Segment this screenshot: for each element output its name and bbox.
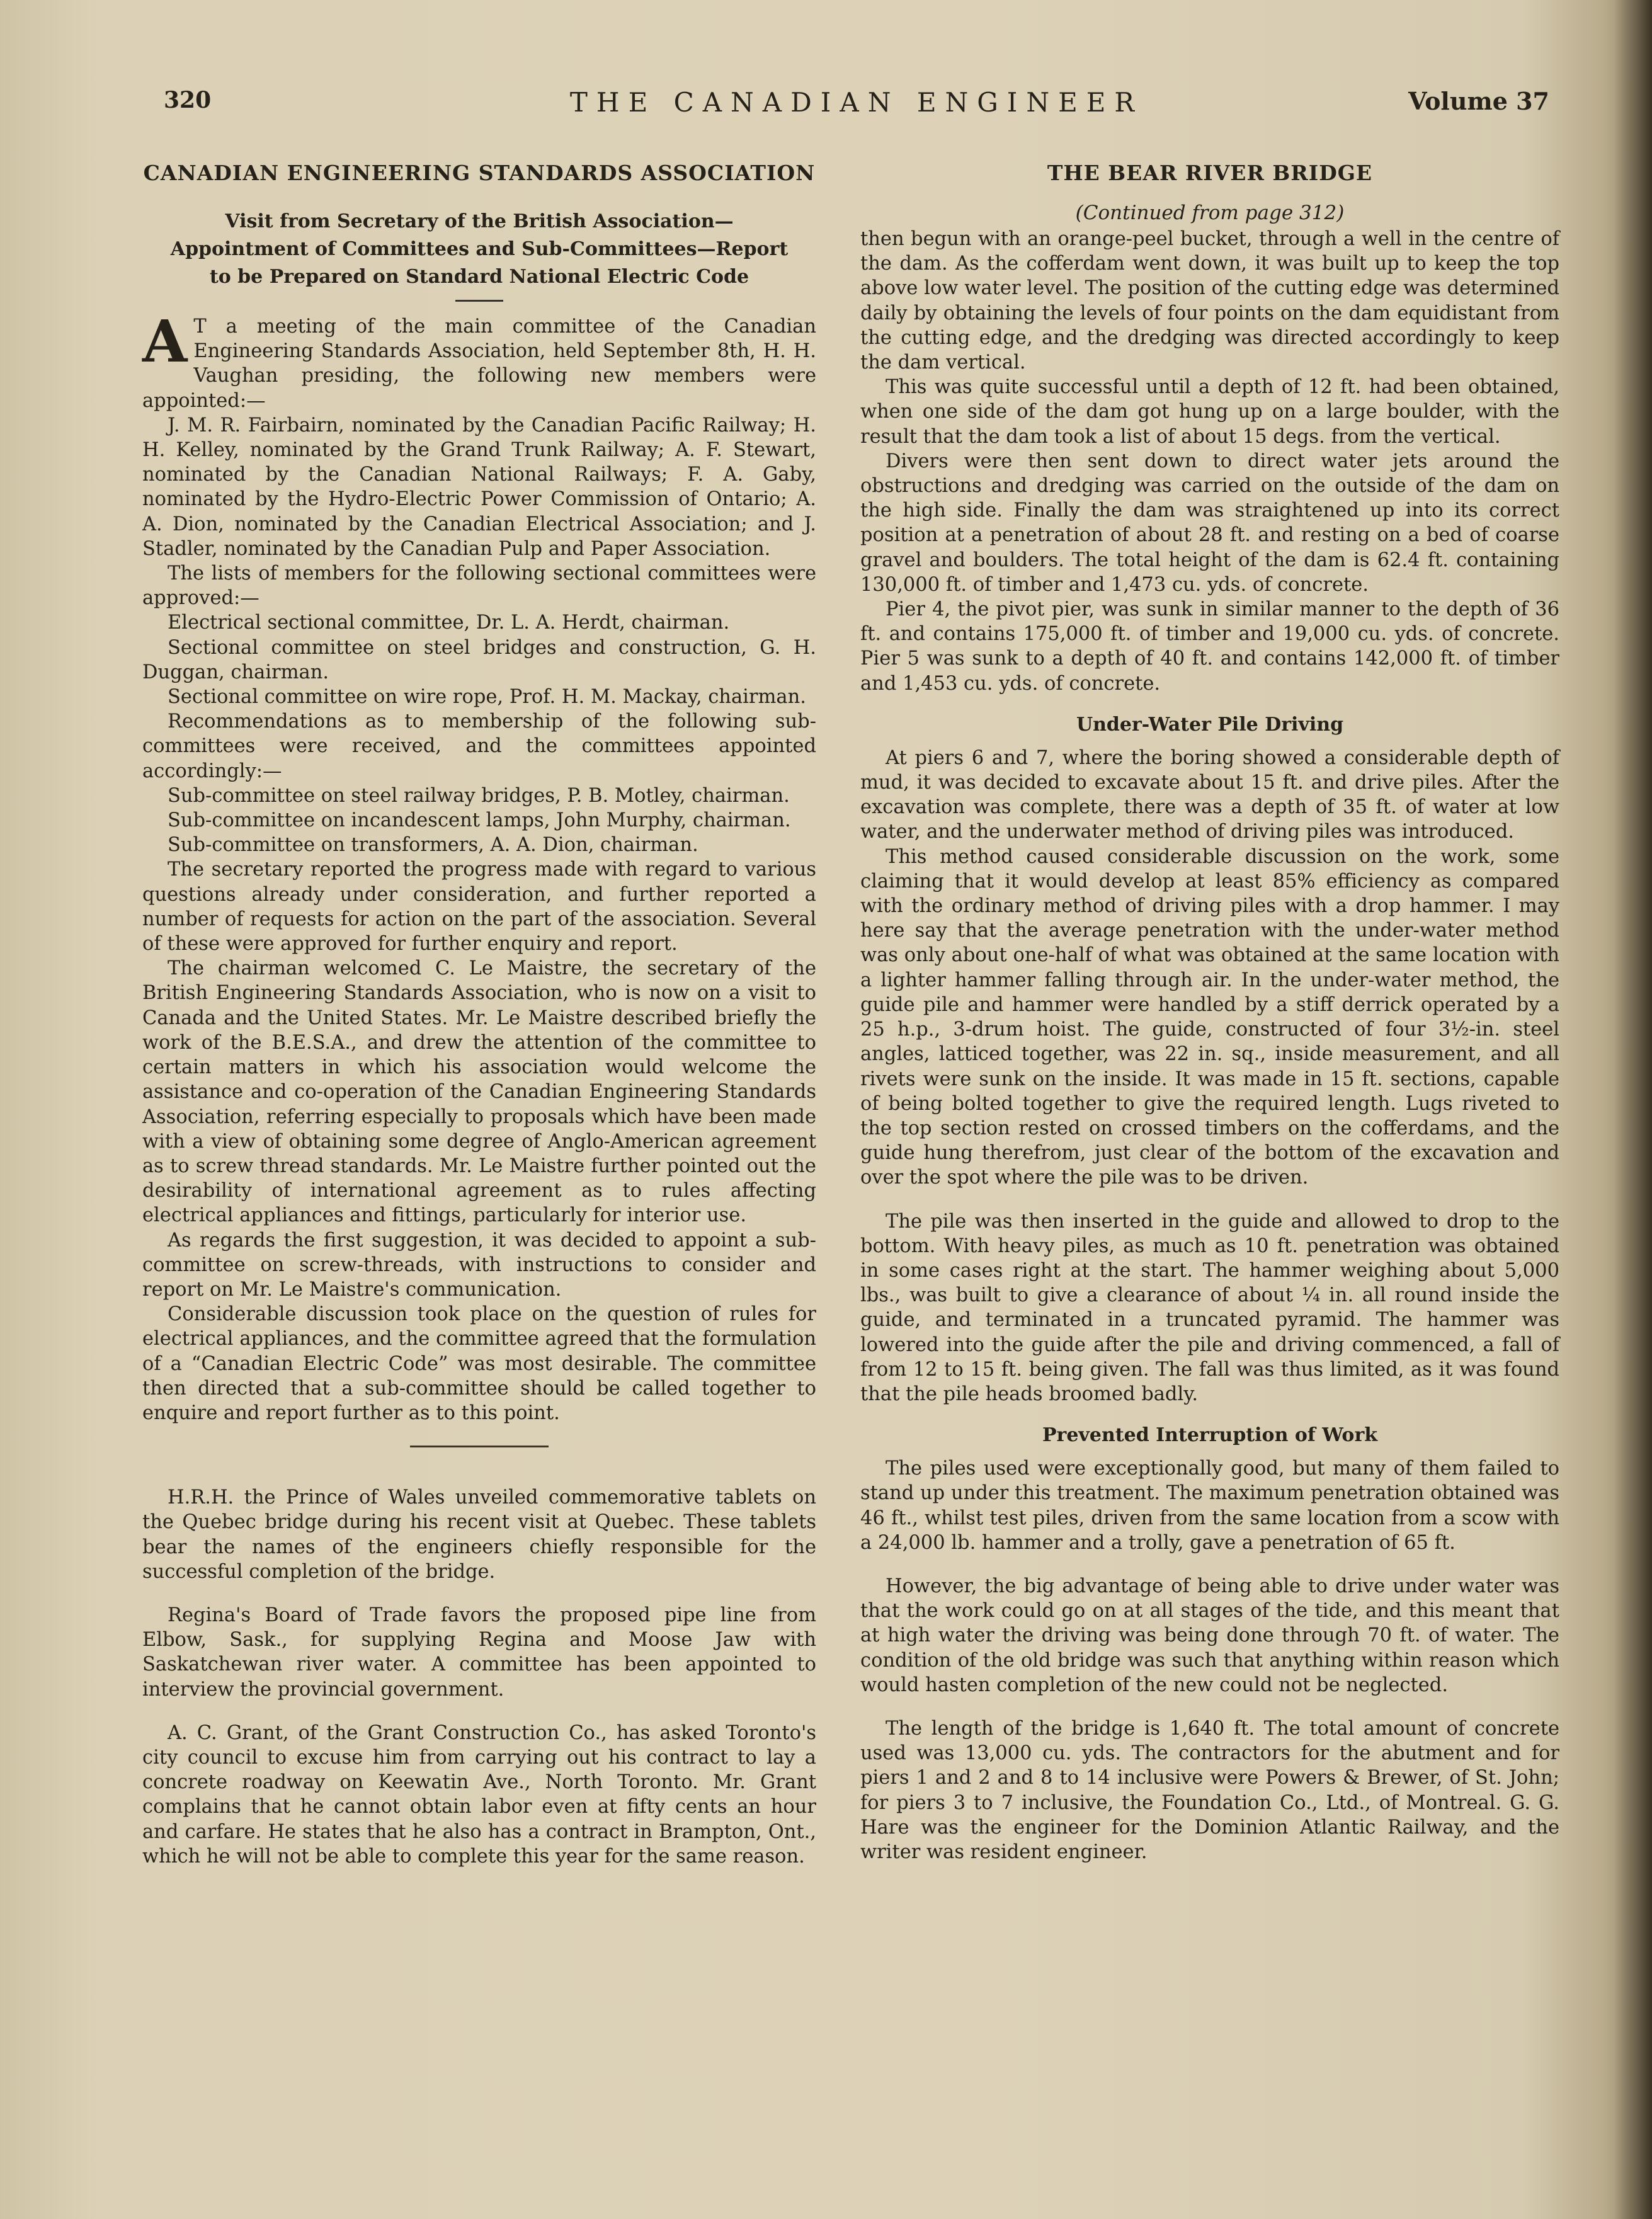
journal-title: THE CANADIAN ENGINEER: [569, 87, 1144, 118]
paragraph: Sectional committee on steel bridges and construction, G. H. Duggan, chairman.: [142, 636, 816, 683]
article-title-bear-river: THE BEAR RIVER BRIDGE: [1047, 161, 1373, 185]
paragraph: However, the big advantage of being able to drive under water was that the work could go on at all stages of the tide, and this meant that at high water the driving was being done through 70 ft. of water. The condition of the old bridge was such that anything within reason which would hasten completion of the new could not be neglected.: [860, 1575, 1559, 1696]
continued-note: (Continued from page 312): [1075, 202, 1345, 224]
paragraph: Sub-committee on steel railway bridges, P. B. Motley, chairman.: [168, 784, 790, 807]
paragraph: The length of the bridge is 1,640 ft. The total amount of concrete used was 13,000 cu. yds. The contractors for the abutment and for piers 1 and 2 and 8 to 14 inclusive were Powers & Brewer, of St. John; for piers 3 to 7 inclusive, the Foundation Co., Ltd., of Montreal. G. G. Hare was the engineer for the Dominion Atlantic Railway, and the writer was resident engineer.: [860, 1717, 1559, 1863]
paragraph: This was quite successful until a depth of 12 ft. had been obtained, when one side of the dam got hung up on a large boulder, with the result that the dam took a list of about 15 degs. from the vertical.: [860, 376, 1559, 448]
article-title-standards: CANADIAN ENGINEERING STANDARDS ASSOCIATION: [143, 161, 816, 185]
paragraph: At piers 6 and 7, where the boring showed a considerable depth of mud, it was decided to excavate about 15 ft. and drive piles. After the excavation was complete, there was a depth of 35 ft. of water at low water, and the underwater method of driving piles was introduced.: [860, 746, 1559, 843]
paragraph: Sub-committee on transformers, A. A. Dion, chairman.: [168, 834, 698, 857]
paragraph: The pile was then inserted in the guide and allowed to drop to the bottom. With heavy piles, as much as 10 ft. penetration was obtained in some cases right at the start. The hammer weighing about 5,000 lbs., was built to give a clearance of about ¼ in. all round inside the guide, and terminated in a truncated pyramid. The hammer was lowered into the guide after the pile and driving commenced, a fall of from 12 to 15 ft. being given. The fall was thus limited, as it was found that the pile heads broomed badly.: [860, 1210, 1559, 1405]
paragraph: Electrical sectional committee, Dr. L. A. Herdt, chairman.: [168, 612, 730, 634]
section-heading-pile-driving: Under-Water Pile Driving: [1076, 713, 1344, 736]
paragraph: J. M. R. Fairbairn, nominated by the Canadian Pacific Railway; H. H. Kelley, nominated by the Grand Trunk Railway; A. F. Stewart, nominated by the Canadian National Railways; F. A. Gaby, nominated by the Hydro-Electric Power Commission of Ontario; A. A. Dion, nominated by the Canadian Electrical Association; and J. Stadler, nominated by the Canadian Pulp and Paper Association.: [142, 414, 816, 560]
news-items: [142, 1485, 816, 1869]
paragraph: Recommendations as to membership of the following sub-committees were received, and the committees appointed accordingly:—: [142, 710, 816, 782]
paragraph: Pier 4, the pivot pier, was sunk in similar manner to the depth of 36 ft. and contains 175,000 ft. of timber and 19,000 cu. yds. of concrete. Pier 5 was sunk to a depth of 40 ft. and contains 142,000 ft. of timber and 1,453 cu. yds. of concrete.: [860, 598, 1559, 695]
page-number: 320: [164, 87, 212, 113]
paragraph: Sub-committee on incandescent lamps, John Murphy, chairman.: [168, 809, 791, 832]
book-spine-shadow: [1614, 0, 1652, 2219]
right-column: [860, 161, 1559, 1864]
paragraph: This method caused considerable discussion on the work, some claiming that it would develop at least 85% efficiency as compared with the ordinary method of driving piles with a drop hammer. I may here say that the average penetration with the under-water method was only about one-half of what was obtained at the same location with a lighter hammer falling through air. In the under-water method, the guide pile and hammer were handled by a stiff derrick operated by a 25 h.p., 3-drum hoist. The guide, constructed of four 3½-in. steel angles, latticed together, was 22 in. sq., inside measurement, and all rivets were sunk on the inside. It was made in 15 ft. sections, capable of being bolted together to give the required length. Lugs riveted to the top section rested on crossed timbers on the cofferdams, and the guide hung therefrom, just clear of the bottom of the excavation and over the spot where the pile was to be driven.: [860, 845, 1559, 1189]
left-column: [142, 161, 816, 1869]
paragraph: As regards the first suggestion, it was decided to appoint a sub-committee on screw-threads, with instructions to consider and report on Mr. Le Maistre's communication.: [142, 1229, 816, 1301]
paragraph: T a meeting of the main committee of the Canadian Engineering Standards Association, held September 8th, H. H. Vaughan presiding, the following new members were appointed:—: [142, 316, 816, 412]
article-subtitle-standards: Visit from Secretary of the British Association—Appointment of Committees and Sub-Committees—Report to be Prepared on Standard National Electric Code: [170, 210, 789, 288]
volume-label: Volume 37: [1408, 87, 1549, 115]
paragraph: The piles used were exceptionally good, but many of them failed to stand up under this treatment. The maximum penetration obtained was 46 ft., whilst test piles, driven from the same location from a scow with a 24,000 lb. hammer and a trolly, gave a penetration of 65 ft.: [860, 1457, 1559, 1554]
paragraph: Sectional committee on wire rope, Prof. H. M. Mackay, chairman.: [168, 686, 806, 709]
news-item: H.R.H. the Prince of Wales unveiled commemorative tablets on the Quebec bridge during his recent visit at Quebec. These tablets bear the names of the engineers chiefly responsible for the successful completion of the bridge.: [142, 1486, 816, 1583]
article-body-standards: [142, 307, 816, 1425]
running-header: [164, 87, 1549, 125]
paragraph: then begun with an orange-peel bucket, through a well in the centre of the dam. As the cofferdam went down, it was built up to keep the top above low water level. The position of the cutting edge was determined daily by obtaining the levels of four points on the dam equidistant from the cutting edge, and the dredging was directed accordingly to keep the dam vertical.: [860, 228, 1559, 374]
paragraph: Considerable discussion took place on the question of rules for electrical appliances, and the committee agreed that the formulation of a “Canadian Electric Code” was most desirable. The committee then directed that a sub-committee should be called together to enquire and report further as to this point.: [142, 1303, 816, 1424]
section-divider: [410, 1446, 549, 1447]
news-item: Regina's Board of Trade favors the proposed pipe line from Elbow, Sask., for supplying Regina and Moose Jaw with Saskatchewan river water. A committee has been appointed to interview the provincial government.: [142, 1604, 816, 1701]
paragraph: The secretary reported the progress made with regard to various questions already under consideration, and further reported a number of requests for action on the part of the association. Several of these were approved for further enquiry and report.: [142, 859, 816, 955]
divider-rule: [455, 300, 503, 302]
drop-cap: A: [142, 307, 188, 375]
paragraph: Divers were then sent down to direct water jets around the obstructions and dredging was carried on the outside of the dam on the high side. Finally the dam was straightened up into its correct position at a penetration of about 28 ft. and resting on a bed of coarse gravel and boulders. The total height of the dam is 62.4 ft. containing 130,000 ft. of timber and 1,473 cu. yds. of concrete.: [860, 450, 1559, 596]
paragraph: The lists of members for the following sectional committees were approved:—: [142, 562, 816, 610]
news-item: A. C. Grant, of the Grant Construction Co., has asked Toronto's city council to excuse him from carrying out his contract to lay a concrete roadway on Keewatin Ave., North Toronto. Mr. Grant complains that he cannot obtain labor even at fifty cents an hour and carfare. He states that he also has a contract in Brampton, Ont., which he will not be able to complete this year for the same reason.: [142, 1721, 816, 1868]
section-heading-interruption: Prevented Interruption of Work: [1042, 1424, 1378, 1447]
paragraph: The chairman welcomed C. Le Maistre, the secretary of the British Engineering Standards Association, who is now on a visit to Canada and the United States. Mr. Le Maistre described briefly the work of the B.E.S.A., and drew the attention of the committee to certain matters in which his association would welcome the assistance and co-operation of the Canadian Engineering Standards Association, referring especially to proposals which have been made with a view of obtaining some degree of Anglo-American agreement as to screw thread standards. Mr. Le Maistre further pointed out the desirability of international agreement as to rules affecting electrical appliances and fittings, particularly for interior use.: [142, 957, 816, 1227]
